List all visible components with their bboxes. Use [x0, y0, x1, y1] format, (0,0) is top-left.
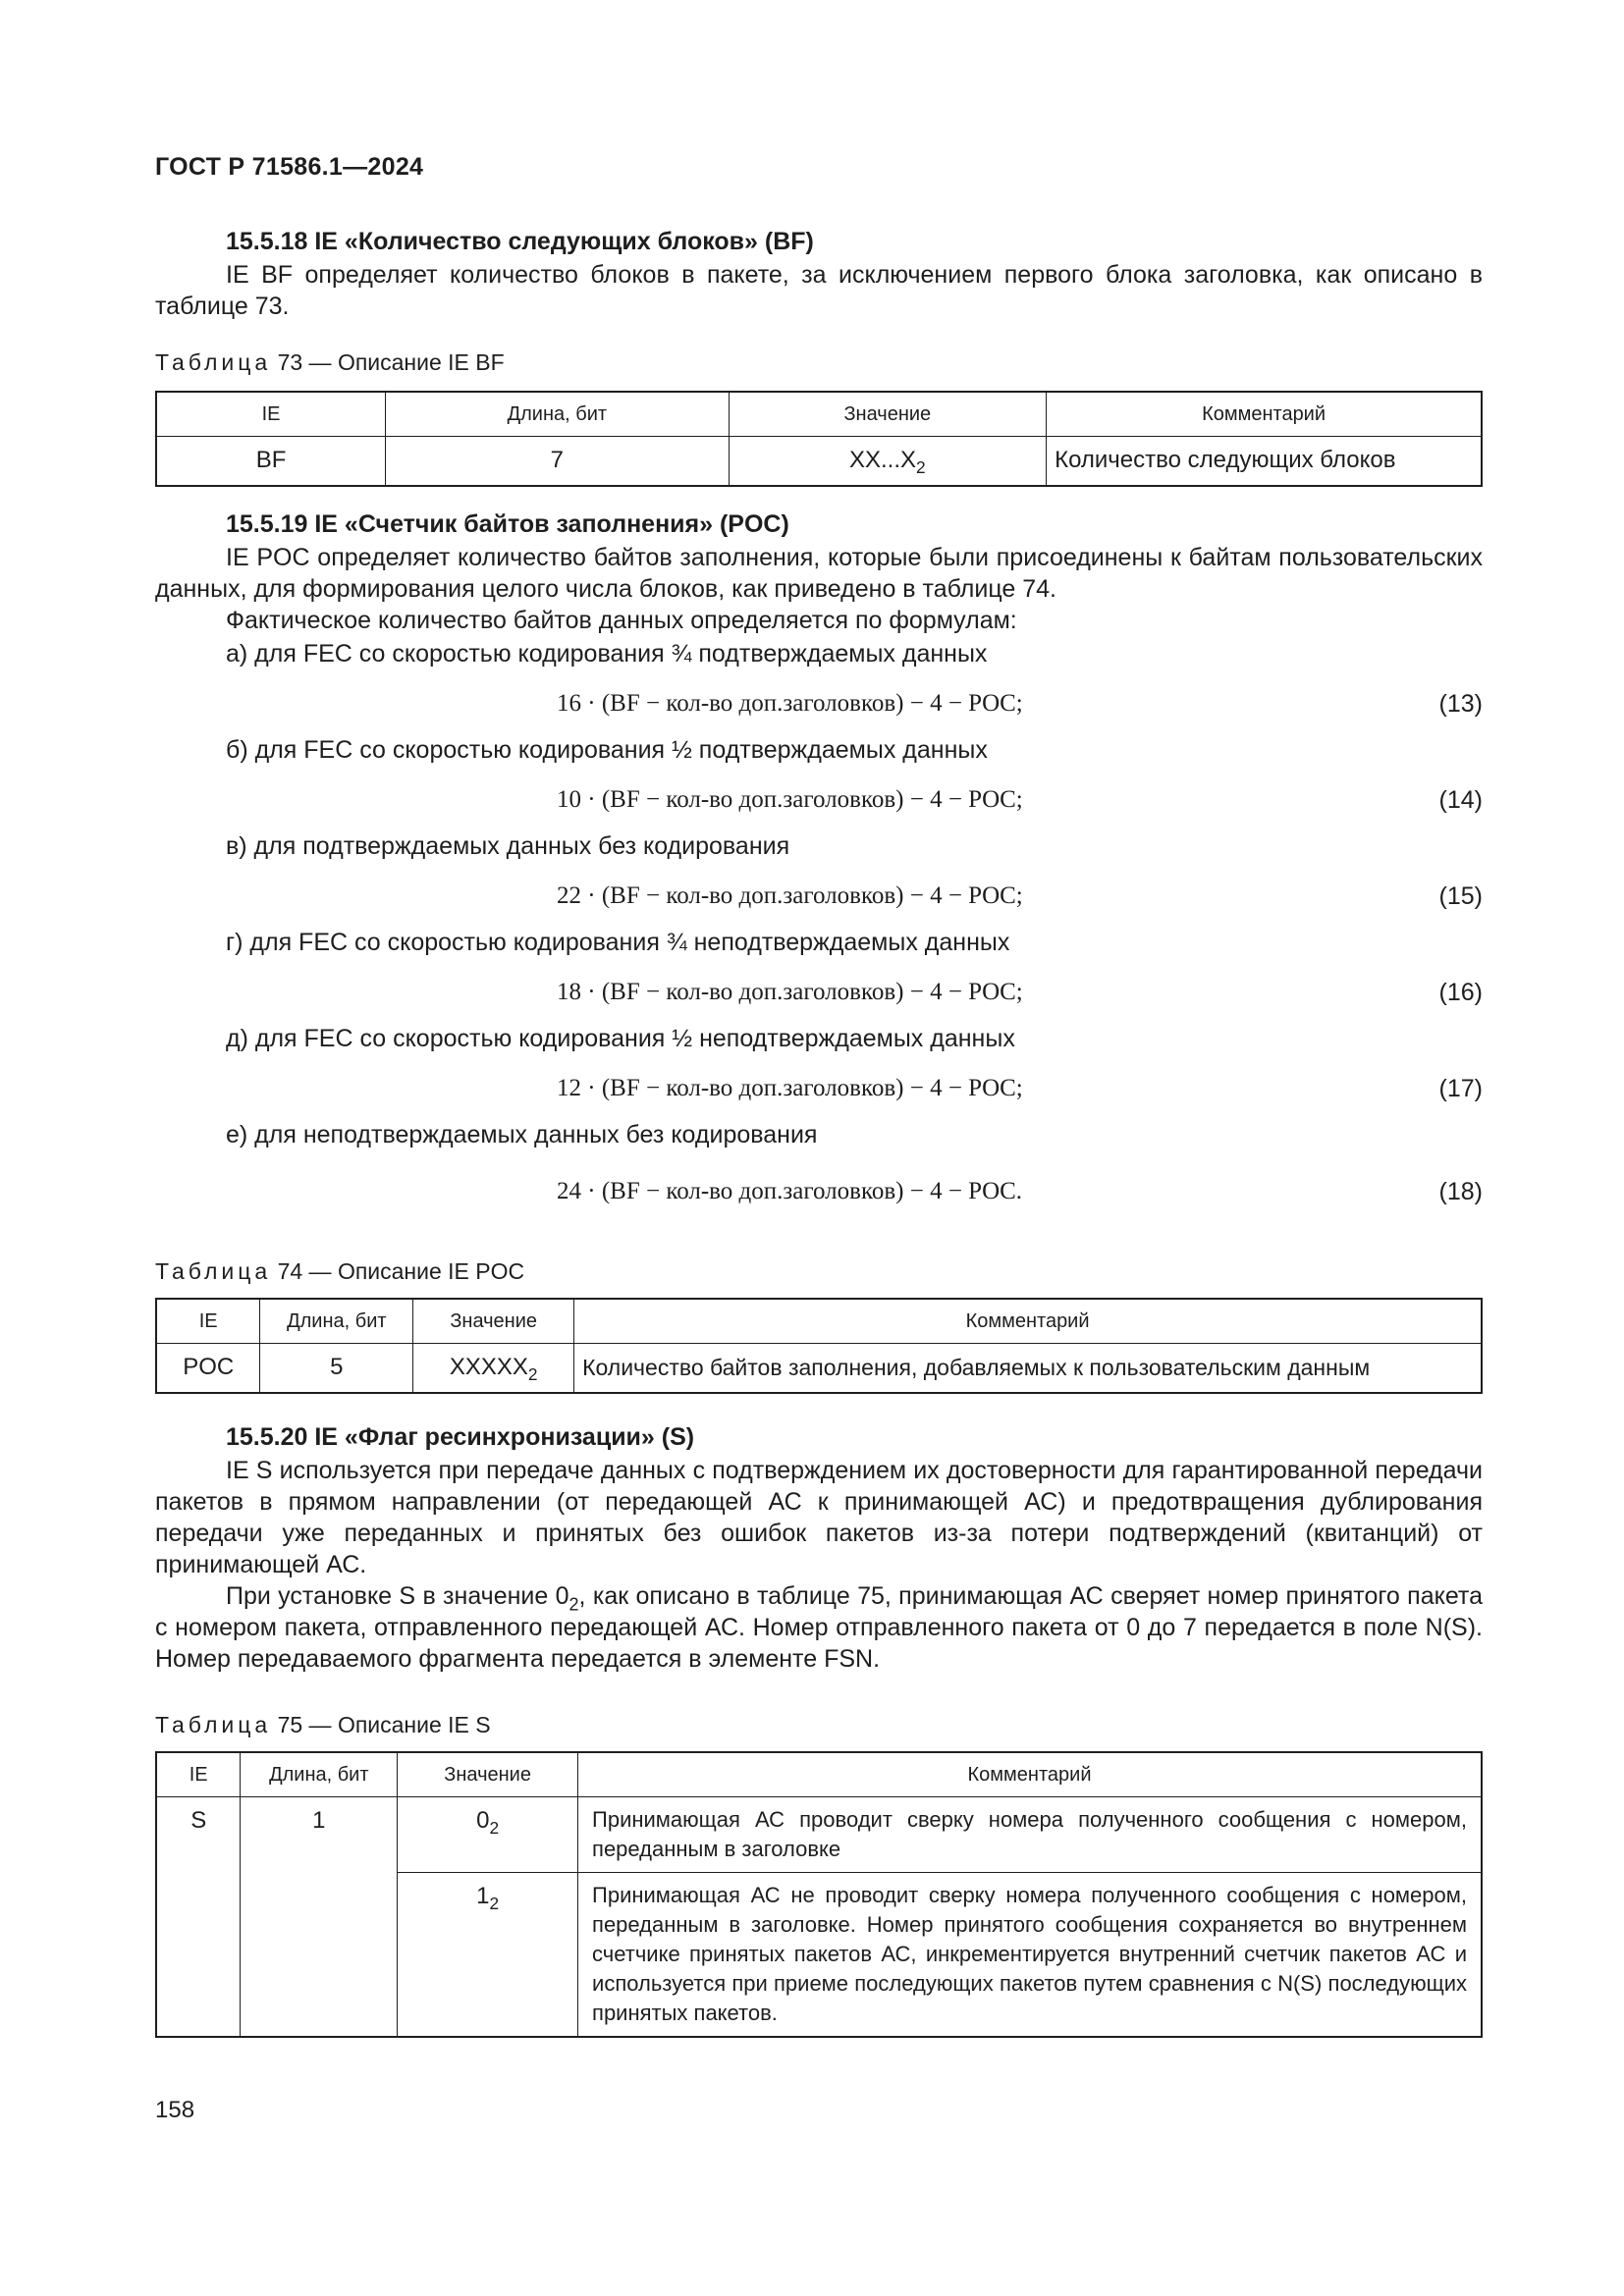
value-text: XX...X	[849, 447, 917, 474]
caption-word: Таблица	[155, 1712, 272, 1737]
value-text: 0	[476, 1807, 490, 1834]
equation-number-14: (14)	[1438, 786, 1483, 814]
caption-word: Таблица	[155, 1258, 272, 1284]
value-subscript: 2	[489, 1818, 500, 1839]
page-number: 158	[155, 2097, 195, 2123]
header-comment: Комментарий	[578, 1752, 1482, 1797]
value-text: 1	[476, 1883, 490, 1909]
equation-number-13: (13)	[1438, 690, 1483, 718]
paragraph-text: IE S используется при передаче данных с подтверждением их достоверности для гарантированной передачи пакетов в прямом направлении (от передающей АС к принимающей АС) и предотвращения дублирования передачи уже переданных и принятых без ошибок пакетов из-за потери подтверждений (квитанций) от принимающей АС.	[155, 1457, 1483, 1578]
header-length: Длина, бит	[241, 1752, 398, 1797]
paragraph-text: IE POC определяет количество байтов заполнения, которые были присоединены к байтам пользовательских данных, для формирования целого числа блоков, как приведено в таблице 74.	[155, 544, 1483, 603]
equation-number-18: (18)	[1438, 1178, 1483, 1205]
cell-comment: Количество следующих блоков	[1047, 437, 1482, 486]
cell-comment: Принимающая АС проводит сверку номера полученного сообщения с номером, переданным в заголовке	[578, 1797, 1482, 1873]
section-title-15-5-20: 15.5.20 IE «Флаг ресинхронизации» (S)	[226, 1423, 695, 1451]
table-73	[155, 391, 1483, 487]
formula-15: 22 · (BF − кол-во доп.заголовков) − 4 − POC;	[557, 882, 1023, 909]
header-ie: IE	[156, 392, 386, 437]
header-comment: Комментарий	[1047, 392, 1482, 437]
document-header: ГОСТ Р 71586.1—2024	[155, 153, 424, 181]
caption-text: 75 — Описание IE S	[277, 1712, 491, 1737]
cell-value	[398, 1797, 578, 1873]
formula-18: 24 · (BF − кол-во доп.заголовков) − 4 − POC.	[557, 1178, 1023, 1204]
cell-length: 1	[241, 1797, 398, 2038]
value-subscript: 2	[489, 1894, 500, 1914]
list-item-e: е) для неподтверждаемых данных без кодирования	[226, 1121, 818, 1148]
formula-17: 12 · (BF − кол-во доп.заголовков) − 4 − POC;	[557, 1075, 1023, 1101]
section-15-5-20-p1	[155, 1455, 1483, 1580]
list-item-d: д) для FEC со скоростью кодирования ½ неподтверждаемых данных	[226, 1025, 1015, 1052]
formulas-intro: Фактическое количество байтов данных определяется по формулам:	[226, 607, 1017, 634]
section-15-5-18-text	[155, 259, 1483, 322]
caption-text: 74 — Описание IE POC	[277, 1258, 525, 1284]
header-value: Значение	[413, 1299, 574, 1344]
list-item-g: г) для FEC со скоростью кодирования ¾ неподтверждаемых данных	[226, 929, 1010, 956]
section-15-5-20-p2	[155, 1580, 1483, 1675]
table-header-row	[156, 1299, 1482, 1344]
section-15-5-19-text	[155, 542, 1483, 605]
header-length: Длина, бит	[260, 1299, 413, 1344]
cell-value	[413, 1344, 574, 1393]
cell-value	[398, 1873, 578, 2038]
formula-16: 18 · (BF − кол-во доп.заголовков) − 4 − POC;	[557, 979, 1023, 1005]
header-comment: Комментарий	[574, 1299, 1482, 1344]
table-row	[156, 437, 1482, 486]
equation-number-17: (17)	[1438, 1075, 1483, 1102]
cell-ie: POC	[156, 1344, 260, 1393]
header-value: Значение	[729, 392, 1047, 437]
table-header-row	[156, 392, 1482, 437]
equation-number-16: (16)	[1438, 979, 1483, 1006]
header-ie: IE	[156, 1752, 241, 1797]
cell-comment: Количество байтов заполнения, добавляемых к пользовательским данным	[574, 1344, 1482, 1393]
header-value: Значение	[398, 1752, 578, 1797]
paragraph-text-cont: , как описано в таблице 75, принимающая АС сверяет номер принятого пакета с номером пакета, отправленного передающей АС. Номер отправленного пакета от 0 до 7 передается в поле N(S). Номер передаваемого фрагмента передается в элементе FSN.	[155, 1582, 1483, 1673]
caption-text: 73 — Описание IE BF	[277, 349, 505, 375]
table-75-caption	[155, 1712, 491, 1738]
value-subscript: 2	[916, 457, 926, 478]
cell-ie: S	[156, 1797, 241, 2038]
table-header-row	[156, 1752, 1482, 1797]
formula-13: 16 · (BF − кол-во доп.заголовков) − 4 − POC;	[557, 690, 1023, 717]
table-73-caption	[155, 349, 505, 376]
cell-length: 5	[260, 1344, 413, 1393]
paragraph-subscript: 2	[568, 1594, 579, 1615]
value-text: XXXXX	[449, 1354, 528, 1381]
paragraph-text: IE BF определяет количество блоков в пакете, за исключением первого блока заголовка, как описано в таблице 73.	[155, 261, 1483, 320]
list-item-v: в) для подтверждаемых данных без кодирования	[226, 832, 790, 860]
caption-word: Таблица	[155, 349, 272, 375]
cell-ie: BF	[156, 437, 386, 486]
table-row	[156, 1797, 1482, 1873]
list-item-b: б) для FEC со скоростью кодирования ½ подтверждаемых данных	[226, 736, 988, 764]
cell-length: 7	[386, 437, 729, 486]
table-row	[156, 1344, 1482, 1393]
equation-number-15: (15)	[1438, 882, 1483, 910]
value-subscript: 2	[527, 1364, 538, 1385]
header-length: Длина, бит	[386, 392, 729, 437]
header-ie: IE	[156, 1299, 260, 1344]
table-75	[155, 1751, 1483, 2038]
table-74-caption	[155, 1258, 524, 1285]
table-74	[155, 1298, 1483, 1394]
cell-comment: Принимающая АС не проводит сверку номера полученного сообщения с номером, переданным в заголовке. Номер принятого сообщения сохраняется во внутреннем счетчике принятых пакетов АС, инкрементируется внутренний счетчик пакетов АС и используется при приеме последующих пакетов путем сравнения с N(S) последующих принятых пакетов.	[578, 1873, 1482, 2038]
paragraph-text: При установке S в значение 0	[226, 1582, 569, 1610]
section-title-15-5-18: 15.5.18 IE «Количество следующих блоков» (BF)	[226, 228, 814, 255]
cell-value	[729, 437, 1047, 486]
section-title-15-5-19: 15.5.19 IE «Счетчик байтов заполнения» (POC)	[226, 510, 789, 538]
formula-14: 10 · (BF − кол-во доп.заголовков) − 4 − POC;	[557, 786, 1023, 813]
list-item-a: а) для FEC со скоростью кодирования ¾ подтверждаемых данных	[226, 640, 988, 667]
